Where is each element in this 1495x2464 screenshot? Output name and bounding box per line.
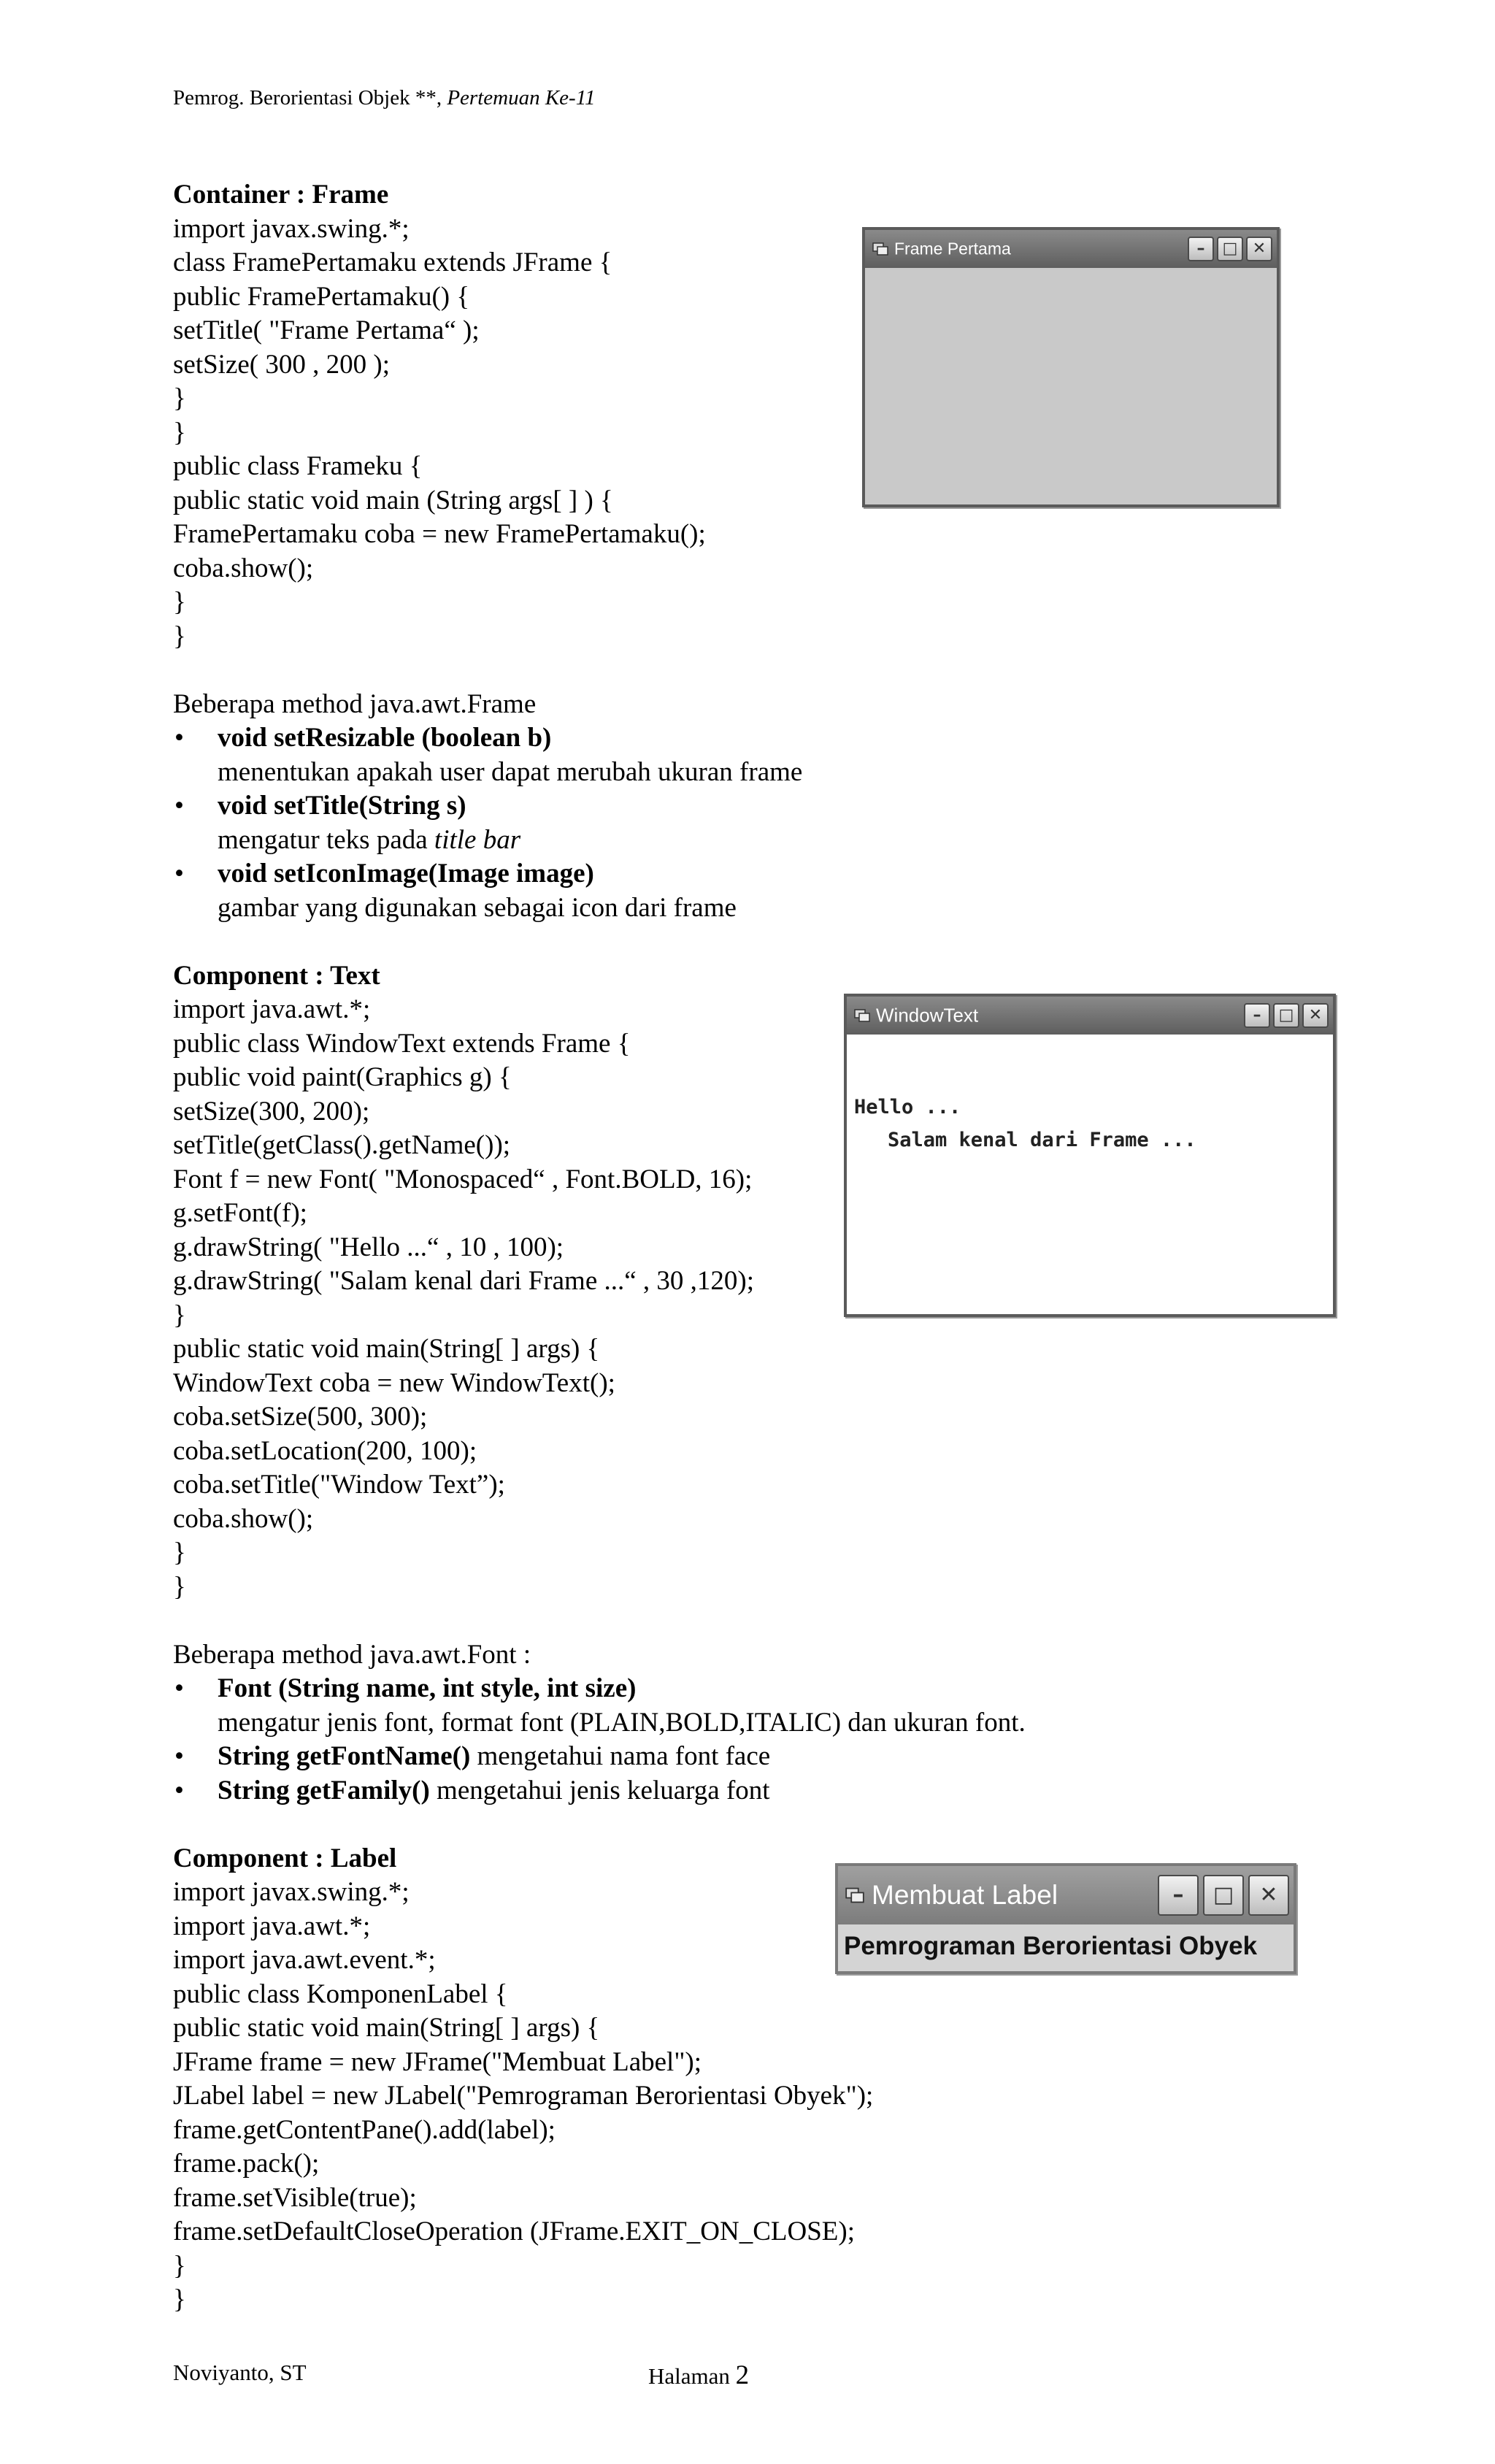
code-line: setTitle( "Frame Pertama“ ); (173, 315, 480, 345)
method-description: mengetahui jenis keluarga font (429, 1775, 770, 1805)
font-method-list (173, 1672, 1026, 1808)
window-title: Membuat Label (872, 1880, 1058, 1910)
header-italic: Pertemuan Ke-11 (447, 86, 596, 110)
minimize-icon: – (1188, 237, 1214, 261)
code-line: import java.awt.*; (173, 994, 371, 1024)
code-line: setSize(300, 200); (173, 1096, 370, 1127)
method-signature: String getFontName() (218, 1741, 471, 1771)
code-line: g.drawString( "Hello ...“ , 10 , 100); (173, 1232, 564, 1262)
window-text-line: Salam kenal dari Frame ... (888, 1129, 1196, 1151)
code-line: g.drawString( "Salam kenal dari Frame ...“ , 30 ,120); (173, 1266, 755, 1296)
footer-page-label: Halaman (648, 2363, 736, 2389)
window-app-icon (872, 242, 888, 256)
methods-intro: Beberapa method java.awt.Frame (173, 688, 537, 719)
close-icon: ✕ (1246, 237, 1272, 261)
window-app-icon (845, 1887, 864, 1904)
list-item: • String getFamily() mengetahui jenis keluarga font (174, 1775, 770, 1805)
method-signature: void setIconImage(Image image) (218, 859, 594, 889)
window-content (838, 1924, 1294, 1971)
code-line: public class WindowText extends Frame { (173, 1028, 631, 1059)
code-line: class FramePertamaku extends JFrame { (173, 247, 612, 277)
list-item: • void setTitle(String s) mengatur teks pada title bar (174, 791, 521, 855)
section-title: Component : Label (173, 1843, 397, 1873)
code-line: } (173, 2250, 186, 2281)
list-item: • void setResizable (boolean b) menentukan apakah user dapat merubah ukuran frame (173, 721, 1026, 789)
close-icon: ✕ (1248, 1875, 1289, 1916)
maximize-icon: □ (1273, 1003, 1299, 1028)
code-line: setSize( 300 , 200 ); (173, 349, 390, 380)
code-line: JLabel label = new JLabel("Pemrograman Berorientasi Obyek"); (173, 2081, 874, 2111)
code-line: import java.awt.event.*; (173, 1945, 436, 1975)
maximize-icon: □ (1203, 1875, 1244, 1916)
method-signature: String getFamily() (218, 1775, 430, 1805)
code-line: setTitle(getClass().getName()); (173, 1130, 511, 1160)
window-text-line: Hello ... (854, 1096, 961, 1118)
code-line: } (173, 621, 186, 651)
footer-page (648, 2360, 749, 2391)
frame-pertama-screenshot (862, 227, 1280, 507)
code-line: public void paint(Graphics g) { (173, 1062, 512, 1092)
label-text: Pemrograman Berorientasi Obyek (844, 1932, 1258, 1960)
window-title-bar (865, 230, 1277, 268)
code-line: } (173, 587, 186, 617)
method-description: gambar yang digunakan sebagai icon dari frame (218, 892, 737, 923)
code-line: } (173, 1571, 186, 1602)
code-line: public class KomponenLabel { (173, 1979, 508, 2009)
frame-method-list (173, 721, 1026, 925)
code-line: g.setFont(f); (173, 1198, 307, 1228)
code-line: public static void main(String[ ] args) { (173, 1334, 600, 1364)
code-line: coba.setTitle("Window Text”); (173, 1470, 505, 1500)
section-title: Component : Text (173, 960, 380, 991)
minimize-icon: – (1244, 1003, 1270, 1028)
windowtext-screenshot (844, 994, 1336, 1317)
code-line: frame.pack(); (173, 2149, 320, 2179)
method-signature: Font (String name, int style, int size) (218, 1673, 637, 1703)
code-line: coba.show(); (173, 553, 314, 583)
window-title: Frame Pertama (894, 239, 1011, 258)
code-line: Font f = new Font( "Monospaced“ , Font.BOLD, 16); (173, 1164, 753, 1194)
header-text: Pemrog. Berorientasi Objek **, (173, 86, 447, 110)
code-line: public static void main (String args[ ] ) { (173, 485, 613, 515)
window-content (865, 268, 1277, 504)
code-line: } (173, 383, 186, 413)
method-description: menentukan apakah user dapat merubah ukuran frame (218, 756, 803, 787)
maximize-icon: □ (1217, 237, 1243, 261)
code-line: frame.setDefaultCloseOperation (JFrame.EXIT_ON_CLOSE); (173, 2217, 855, 2246)
method-description: mengetahui nama font face (470, 1741, 771, 1771)
code-line: public FramePertamaku() { (173, 281, 470, 312)
code-line: coba.setSize(500, 300); (173, 1402, 428, 1432)
list-item: • String getFontName() mengetahui nama font face (174, 1741, 771, 1771)
code-line: frame.getContentPane().add(label); (173, 2114, 556, 2145)
code-line: frame.setVisible(true); (173, 2182, 417, 2213)
code-line: import javax.swing.*; (173, 213, 410, 244)
code-line: import javax.swing.*; (173, 1877, 410, 1907)
code-line: public class Frameku { (173, 451, 423, 481)
code-line: } (173, 417, 186, 448)
window-title-bar (838, 1866, 1294, 1924)
list-item: • void setIconImage(Image image) gambar yang digunakan sebagai icon dari frame (173, 857, 1026, 925)
method-signature: void setResizable (boolean b) (218, 723, 552, 753)
code-line: FramePertamaku coba = new FramePertamaku(); (173, 519, 706, 549)
list-item: • Font (String name, int style, int size) mengatur jenis font, format font (PLAIN,BOLD,ITALIC) dan ukuran font. (173, 1672, 1026, 1740)
code-line: JFrame frame = new JFrame("Membuat Label"); (173, 2046, 702, 2077)
code-line: } (173, 1538, 186, 1567)
method-signature: void setTitle(String s) (218, 791, 466, 821)
method-description: mengatur jenis font, format font (PLAIN,BOLD,ITALIC) dan ukuran font. (218, 1707, 1026, 1738)
page-header (173, 86, 596, 110)
footer-page-number: 2 (735, 2360, 750, 2390)
close-icon: ✕ (1302, 1003, 1329, 1028)
window-title-bar (847, 997, 1333, 1035)
method-description: mengatur teks pada (218, 824, 434, 855)
code-line: } (173, 2284, 186, 2314)
method-description-italic: title bar (434, 824, 521, 855)
window-content (847, 1035, 1333, 1314)
code-line: import java.awt.*; (173, 1911, 371, 1941)
code-line: coba.show(); (173, 1503, 314, 1534)
minimize-icon: – (1158, 1875, 1199, 1916)
window-app-icon (854, 1008, 870, 1023)
code-line: public static void main(String[ ] args) { (173, 2013, 600, 2043)
code-line: } (173, 1300, 186, 1330)
methods-intro: Beberapa method java.awt.Font : (173, 1639, 531, 1670)
section-title: Container : Frame (173, 180, 389, 210)
membuat-label-screenshot (835, 1863, 1296, 1974)
code-line: WindowText coba = new WindowText(); (173, 1367, 615, 1398)
window-title: WindowText (876, 1004, 979, 1026)
footer-author: Noviyanto, ST (173, 2360, 307, 2385)
code-line: coba.setLocation(200, 100); (173, 1435, 477, 1466)
